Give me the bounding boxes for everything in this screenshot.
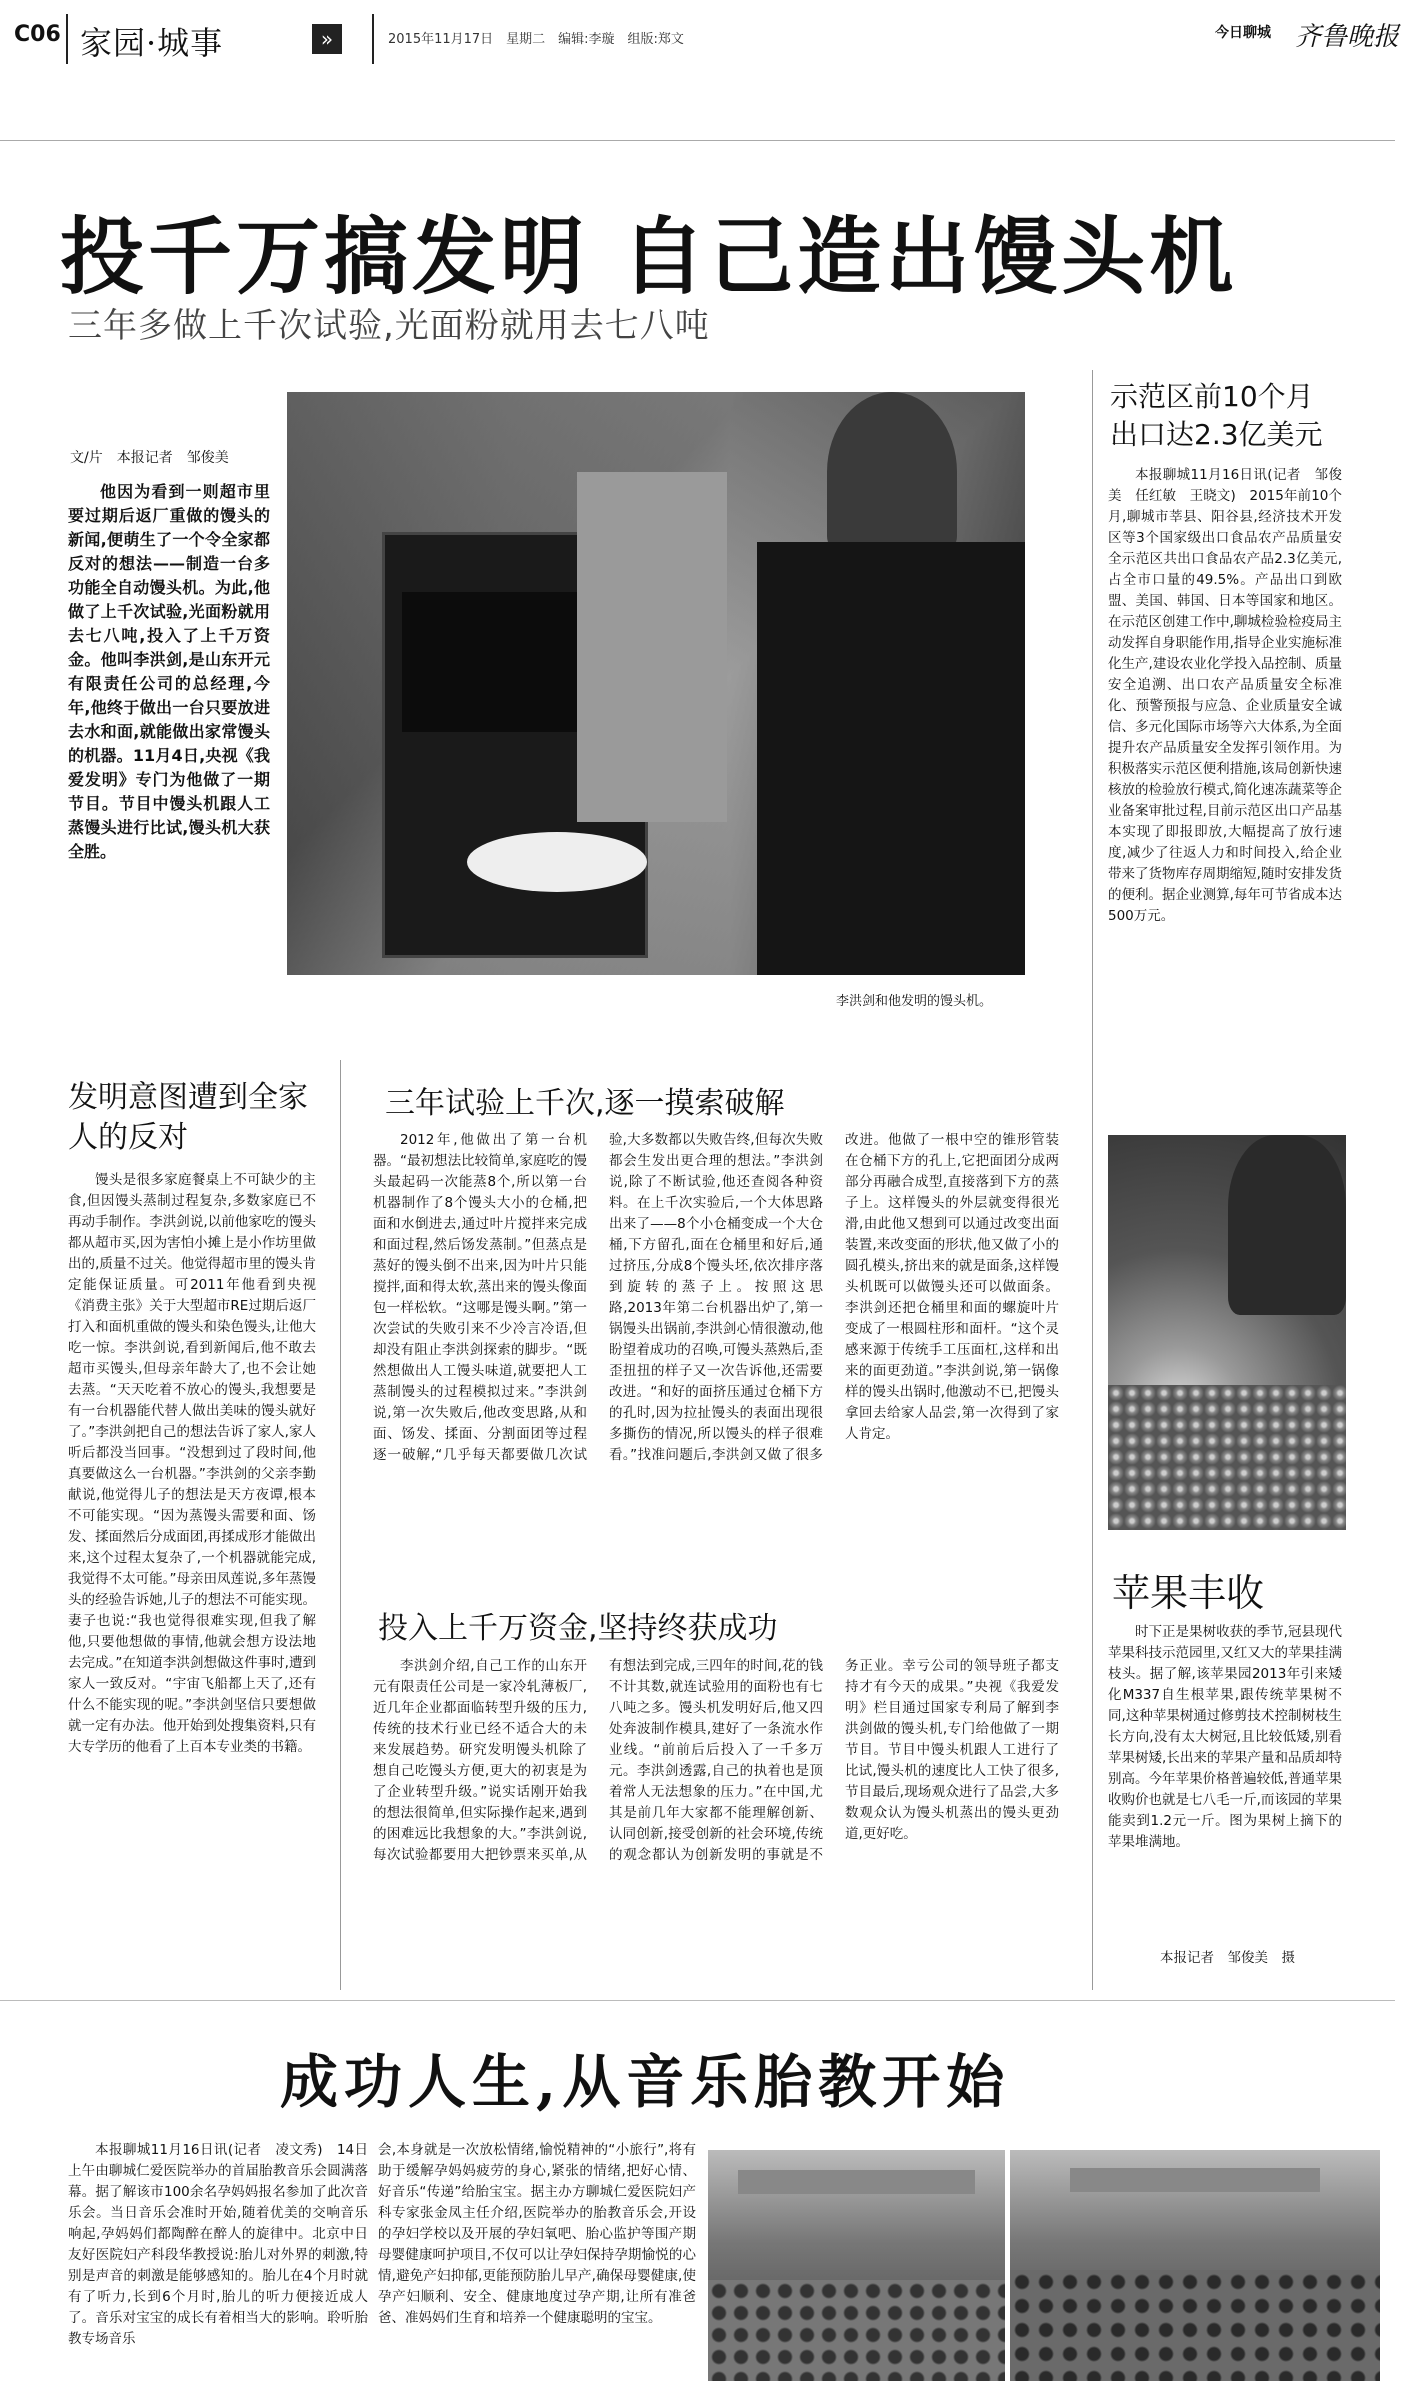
side1-title-line2: 出口达2.3亿美元 <box>1110 418 1323 451</box>
section-title: 家园·城事 <box>80 24 224 62</box>
sec1-body: 馒头是很多家庭餐桌上不可缺少的主食,但因馒头蒸制过程复杂,多数家庭已不再动手制作。李洪剑说,以前他家吃的馒头都从超市买,因为害怕小摊上是小作坊里做出的,质量不过关。他觉得超市里的馒头肯定能保证质量。可2011年他看到央视《消费主张》关于大型超市RE过期后返厂打入和面机重做的馒头和染色馒头,让他大吃一惊。李洪剑说,看到新闻后,他不敢去超市买馒头,但母亲年龄大了,也不会让她去蒸。“天天吃着不放心的馒头,我想要是有一台机器能代替人做出美味的馒头就好了。”李洪剑把自己的想法告诉了家人,家人听后都没当回事。“没想到过了段时间,他真要做这么一台机器。”李洪剑的父亲李勤献说,他觉得儿子的想法是天方夜谭,根本不可能实现。“因为蒸馒头需要和面、饧发、揉面然后分成面团,再揉成形才能做出来,这个过程太复杂了,一个机器就能完成,我觉得不太可能。”母亲田凤莲说,多年蒸馒头的经验告诉她,儿子的想法不可能实现。妻子也说:“我也觉得很难实现,但我了解他,只要他想做的事情,他就会想方设法地去完成。”在知道李洪剑想做这件事时,遭到家人一致反对。“宇宙飞船都上天了,还有什么不能实现的呢。”李洪剑坚信只要想做就一定有办法。他开始到处搜集资料,只有大专学历的他看了上百本专业类的书籍。 <box>68 1172 316 1755</box>
sec3-body: 李洪剑介绍,自己工作的山东开元有限责任公司是一家冷轧薄板厂,近几年企业都面临转型升级的压力,传统的技术行业已经不适合大的未来发展趋势。研究发明馒头机除了想自己吃馒头方便,更大的初衷是为了企业转型升级。”说实话刚开始我的想法很简单,但实际操作起来,遇到的困难远比我想象的大。”李洪剑说,每次试验都要用大把钞票来买单,从有想法到完成,三四年的时间,花的钱不计其数,就连试验用的面粉也有七八吨之多。馒头机发明好后,他又四处奔波制作模具,建好了一条流水作业线。“前前后后投入了一千多万元。李洪剑透露,自己的执着也是顶着常人无法想象的压力。”在中国,尤其是前几年大家都不能理解创新、认同创新,接受创新的社会环境,传统的观念都认为创新发明的事就是不务正业。幸亏公司的领导班子都支持才有今天的成果。”央视《我爱发明》栏目通过国家专利局了解到李洪剑做的馒头机,专门给他做了一期节目。节目中馒头机跟人工进行了比试,馒头机的速度比人工快了很多,节目最后,现场观众进行了品尝,大多数观众认为馒头机蒸出的馒头更劲道,更好吃。 <box>373 1658 1059 1863</box>
concert-photo-1 <box>708 2150 1005 2381</box>
side2-byline: 本报记者 邹俊美 摄 <box>1160 1950 1295 1966</box>
sec3-title: 投入上千万资金,坚持终获成功 <box>378 1611 778 1646</box>
main-subhead: 三年多做上千次试验,光面粉就用去七八吨 <box>68 306 710 346</box>
brand-logo: 齐鲁晚报 <box>1295 22 1400 52</box>
bottom-col1: 本报聊城11月16日讯(记者 凌文秀) 14日上午由聊城仁爱医院举办的首届胎教音乐会圆满落幕。据了解该市100余名孕妈妈报名参加了此次音乐会。当日音乐会准时开始,随着优美的交响音乐响起,孕妈妈们都陶醉在醉人的旋律中。北京中日友好医院妇产科段华教授说:胎儿对外界的刺激,特别是声音的刺激是能够感知的。胎儿在4个月时就有了听力,长到6个月时,胎儿的听力便接近成人了。音乐对宝宝的成长有着相当大的影响。聆听胎教专场音乐 <box>68 2142 368 2347</box>
header-rule <box>0 140 1395 141</box>
photo-man-body <box>757 542 1025 975</box>
column-rule-2 <box>340 1060 341 1990</box>
side1-title-line1: 示范区前10个月 <box>1110 380 1314 413</box>
concert-audience-1 <box>708 2280 1005 2381</box>
concert-audience-2 <box>1010 2270 1380 2381</box>
page-number: C06 <box>14 22 61 47</box>
concert-photo-2 <box>1010 2150 1380 2381</box>
photo-steamed-buns <box>467 832 647 892</box>
concert-banner-2 <box>1070 2168 1320 2192</box>
lead-paragraph: 他因为看到一则超市里要过期后返厂重做的馒头的新闻,便萌生了一个令全家都反对的想法——制造一台多功能全自动馒头机。为此,他做了上千次试验,光面粉就用去七八吨,投入了上千万资金。他叫李洪剑,是山东开元有限责任公司的总经理,今年,他终于做出一台只要放进去水和面,就能做出家常馒头的机器。11月4日,央视《我爱发明》专门为他做了一期节目。节目中馒头机跟人工蒸馒头进行比试,馒头机大获全胜。 <box>68 482 270 861</box>
header-divider-2 <box>372 14 374 64</box>
column-rule-3 <box>1092 1130 1093 1990</box>
sec2-title: 三年试验上千次,逐一摸索破解 <box>385 1086 785 1121</box>
bottom-headline: 成功人生,从音乐胎教开始 <box>280 2048 1011 2116</box>
apple-photo-person <box>1228 1135 1346 1315</box>
sec2-body: 2012年,他做出了第一台机器。“最初想法比较简单,家庭吃的馒头最起码一次能蒸8个,所以第一台机器制作了8个馒头大小的仓桶,把面和水倒进去,通过叶片搅拌来完成和面过程,然后饧发蒸制。”但蒸点是蒸好的馒头倒不出来,因为叶片只能搅拌,面和得太软,蒸出来的馒头像面包一样松软。“这哪是馒头啊。”第一次尝试的失败引来不少冷言冷语,但却没有阻止李洪剑探索的脚步。“既然想做出人工馒头味道,就要把人工蒸制馒头的过程模拟过来。”李洪剑说,第一次失败后,他改变思路,从和面、饧发、揉面、分割面团等过程逐一破解,“几乎每天都要做几次试验,大多数都以失败告终,但每次失败都会生发出更合理的想法。”李洪剑说,除了不断试验,他还查阅各种资料。在上千次实验后,一个大体思路出来了——8个小仓桶变成一个大仓桶,下方留孔,面在仓桶里和好后,通过挤压,分成8个馒头坯,依次排序落到旋转的蒸子上。按照这思路,2013年第二台机器出炉了,第一锅馒头出锅前,李洪剑心情很激动,他盼望着成功的召唤,可馒头蒸熟后,歪歪扭扭的样子又一次告诉他,还需要改进。“和好的面挤压通过仓桶下方的孔时,因为拉扯馒头的表面出现很多撕伤的情况,所以馒头的样子很难看。”找准问题后,李洪剑又做了很多改进。他做了一根中空的锥形管装在仓桶下方的孔上,它把面团分成两部分再融合成型,直接落到下方的蒸子上。这样馒头的外层就变得很光滑,由此他又想到可以通过改变出面装置,来改变面的形状,他又做了小的圆孔模头,挤出来的就是面条,这样馒头机既可以做馒头还可以做面条。李洪剑还把仓桶里和面的螺旋叶片变成了一根圆柱形和面杆。“这个灵感来源于传统手工压面杠,这样和出来的面更劲道。”李洪剑说,第一锅像样的馒头出锅时,他激动不已,把馒头拿回去给家人品尝,第一次得到了家人肯定。 <box>373 1132 1059 1463</box>
photo-man-head <box>827 392 957 552</box>
issue-meta: 2015年11月17日 星期二 编辑:李璇 组版:郑文 <box>388 32 684 47</box>
concert-banner-1 <box>738 2170 975 2194</box>
chevron-right-icon: » <box>312 24 342 54</box>
bottom-rule <box>0 2000 1395 2001</box>
byline: 文/片 本报记者 邹俊美 <box>70 450 229 466</box>
apple-photo <box>1108 1135 1346 1530</box>
sec1-title: 发明意图遭到全家人的反对 <box>68 1080 308 1155</box>
side2-body: 时下正是果树收获的季节,冠县现代苹果科技示范园里,又红又大的苹果挂满枝头。据了解,该苹果园2013年引来矮化M337自生根苹果,跟传统苹果树不同,这种苹果树通过修剪技术控制树枝生长方向,没有太大树冠,且比较低矮,别看苹果树矮,长出来的苹果产量和品质却特别高。今年苹果价格普遍较低,普通苹果收购价也就是七八毛一斤,而该园的苹果能卖到1.2元一斤。图为果树上摘下的苹果堆满地。 <box>1108 1624 1342 1850</box>
photo-cabinet <box>577 472 727 822</box>
column-rule <box>1092 370 1093 1130</box>
apple-photo-pile <box>1108 1385 1346 1530</box>
brand-prefix: 今日聊城 <box>1215 25 1271 41</box>
photo-caption: 李洪剑和他发明的馒头机。 <box>836 994 993 1009</box>
side2-title: 苹果丰收 <box>1112 1571 1265 1615</box>
main-headline: 投千万搞发明 自己造出馒头机 <box>60 207 1238 306</box>
bottom-col2: 会,本身就是一次放松情绪,愉悦精神的“小旅行”,将有助于缓解孕妈妈疲劳的身心,紧张的情绪,把好心情、好音乐“传递”给胎宝宝。据主办方聊城仁爱医院妇产科专家张金凤主任介绍,医院举办的胎教音乐会,开设的孕妇学校以及开展的孕妇氧吧、胎心监护等围产期母婴健康呵护项目,不仅可以让孕妇保持孕期愉悦的心情,避免产妇抑郁,更能预防胎儿早产,确保母婴健康,使孕产妇顺利、安全、健康地度过孕产期,让所有准爸爸、准妈妈们生育和培养一个健康聪明的宝宝。 <box>378 2142 696 2326</box>
header-divider <box>66 14 68 64</box>
side1-body: 本报聊城11月16日讯(记者 邹俊美 任红敏 王晓文) 2015年前10个月,聊城市莘县、阳谷县,经济技术开发区等3个国家级出口食品农产品质量安全示范区共出口食品农产品2.3亿美元,占全市口量的49.5%。产品出口到欧盟、美国、韩国、日本等国家和地区。在示范区创建工作中,聊城检验检疫局主动发挥自身职能作用,指导企业实施标准化生产,建设农业化学投入品控制、质量安全追溯、出口农产品质量安全标准化、预警预报与应急、企业质量安全诚信、多元化国际市场等六大体系,为全面提升农产品质量安全发挥引领作用。为积极落实示范区便利措施,该局创新快速核放的检验放行模式,简化速冻蔬菜等企业备案审批过程,目前示范区出口产品基本实现了即报即放,大幅提高了放行速度,减少了往返人力和时间投入,给企业带来了货物库存周期缩短,随时安排发货的便利。据企业测算,每年可节省成本达500万元。 <box>1108 467 1342 924</box>
main-photo <box>287 392 1025 975</box>
